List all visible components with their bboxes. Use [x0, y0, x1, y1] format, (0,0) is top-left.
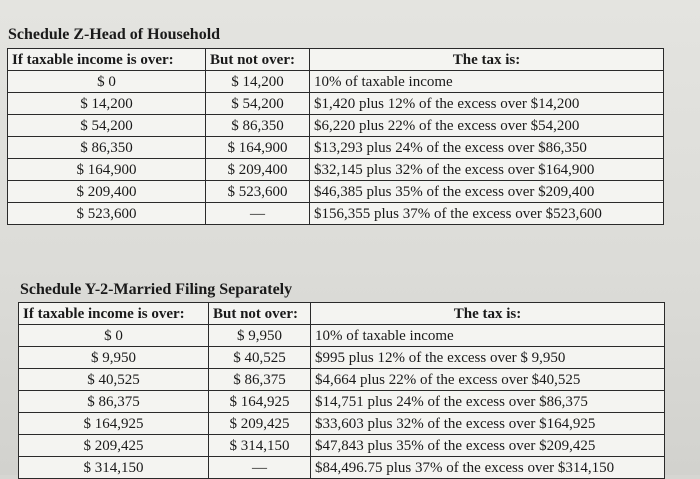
- not-over-cell: $ 209,425: [209, 413, 311, 435]
- tax-cell: $995 plus 12% of the excess over $ 9,950: [311, 347, 665, 369]
- tax-cell: $6,220 plus 22% of the excess over $54,200: [310, 115, 664, 137]
- over-cell: $ 86,350: [8, 137, 206, 159]
- tax-cell: $156,355 plus 37% of the excess over $523,600: [310, 203, 664, 225]
- table-row: [8, 137, 664, 159]
- over-cell: $ 523,600: [8, 203, 206, 225]
- not-over-cell: $ 9,950: [209, 325, 311, 347]
- tax-cell: $33,603 plus 32% of the excess over $164,925: [311, 413, 665, 435]
- tax-cell: $4,664 plus 22% of the excess over $40,525: [311, 369, 665, 391]
- schedule-z-rows: [8, 71, 664, 225]
- table-row: [19, 369, 665, 391]
- header-over: If taxable income is over:: [8, 49, 206, 71]
- tax-cell: $84,496.75 plus 37% of the excess over $314,150: [311, 457, 665, 479]
- over-cell: $ 14,200: [8, 93, 206, 115]
- not-over-cell: —: [206, 203, 310, 225]
- not-over-cell: —: [209, 457, 311, 479]
- over-cell: $ 164,925: [19, 413, 209, 435]
- schedule-z-title: Schedule Z-Head of Household: [8, 26, 221, 43]
- table-row: [8, 159, 664, 181]
- not-over-cell: $ 164,900: [206, 137, 310, 159]
- tax-cell: $32,145 plus 32% of the excess over $164,900: [310, 159, 664, 181]
- not-over-cell: $ 314,150: [209, 435, 311, 457]
- over-cell: $ 209,400: [8, 181, 206, 203]
- tax-cell: $47,843 plus 35% of the excess over $209,425: [311, 435, 665, 457]
- tax-cell: $13,293 plus 24% of the excess over $86,350: [310, 137, 664, 159]
- table-row: [19, 457, 665, 479]
- tax-cell: 10% of taxable income: [310, 71, 664, 93]
- table-row: [8, 115, 664, 137]
- tax-cell: $14,751 plus 24% of the excess over $86,375: [311, 391, 665, 413]
- table-header-row: [19, 303, 665, 325]
- table-row: [19, 413, 665, 435]
- schedule-z-table: [7, 48, 664, 225]
- over-cell: $ 314,150: [19, 457, 209, 479]
- schedule-y2-title: Schedule Y-2-Married Filing Separately: [20, 281, 293, 298]
- over-cell: $ 54,200: [8, 115, 206, 137]
- not-over-cell: $ 54,200: [206, 93, 310, 115]
- over-cell: $ 86,375: [19, 391, 209, 413]
- table-row: [19, 391, 665, 413]
- not-over-cell: $ 86,350: [206, 115, 310, 137]
- header-over: If taxable income is over:: [19, 303, 209, 325]
- header-tax: The tax is:: [311, 303, 665, 325]
- header-tax: The tax is:: [310, 49, 664, 71]
- table-row: [19, 347, 665, 369]
- table-row: [8, 181, 664, 203]
- schedule-y2-rows: [19, 325, 665, 479]
- not-over-cell: $ 86,375: [209, 369, 311, 391]
- not-over-cell: $ 209,400: [206, 159, 310, 181]
- not-over-cell: $ 523,600: [206, 181, 310, 203]
- tax-cell: $46,385 plus 35% of the excess over $209,400: [310, 181, 664, 203]
- header-not-over: But not over:: [209, 303, 311, 325]
- over-cell: $ 9,950: [19, 347, 209, 369]
- schedule-y2-table: [18, 302, 665, 479]
- not-over-cell: $ 164,925: [209, 391, 311, 413]
- over-cell: $ 209,425: [19, 435, 209, 457]
- over-cell: $ 0: [19, 325, 209, 347]
- table-row: [19, 325, 665, 347]
- table-row: [8, 203, 664, 225]
- table-header-row: [8, 49, 664, 71]
- over-cell: $ 40,525: [19, 369, 209, 391]
- header-not-over: But not over:: [206, 49, 310, 71]
- over-cell: $ 164,900: [8, 159, 206, 181]
- over-cell: $ 0: [8, 71, 206, 93]
- table-row: [19, 435, 665, 457]
- table-row: [8, 93, 664, 115]
- not-over-cell: $ 14,200: [206, 71, 310, 93]
- table-row: [8, 71, 664, 93]
- not-over-cell: $ 40,525: [209, 347, 311, 369]
- tax-cell: $1,420 plus 12% of the excess over $14,200: [310, 93, 664, 115]
- tax-cell: 10% of taxable income: [311, 325, 665, 347]
